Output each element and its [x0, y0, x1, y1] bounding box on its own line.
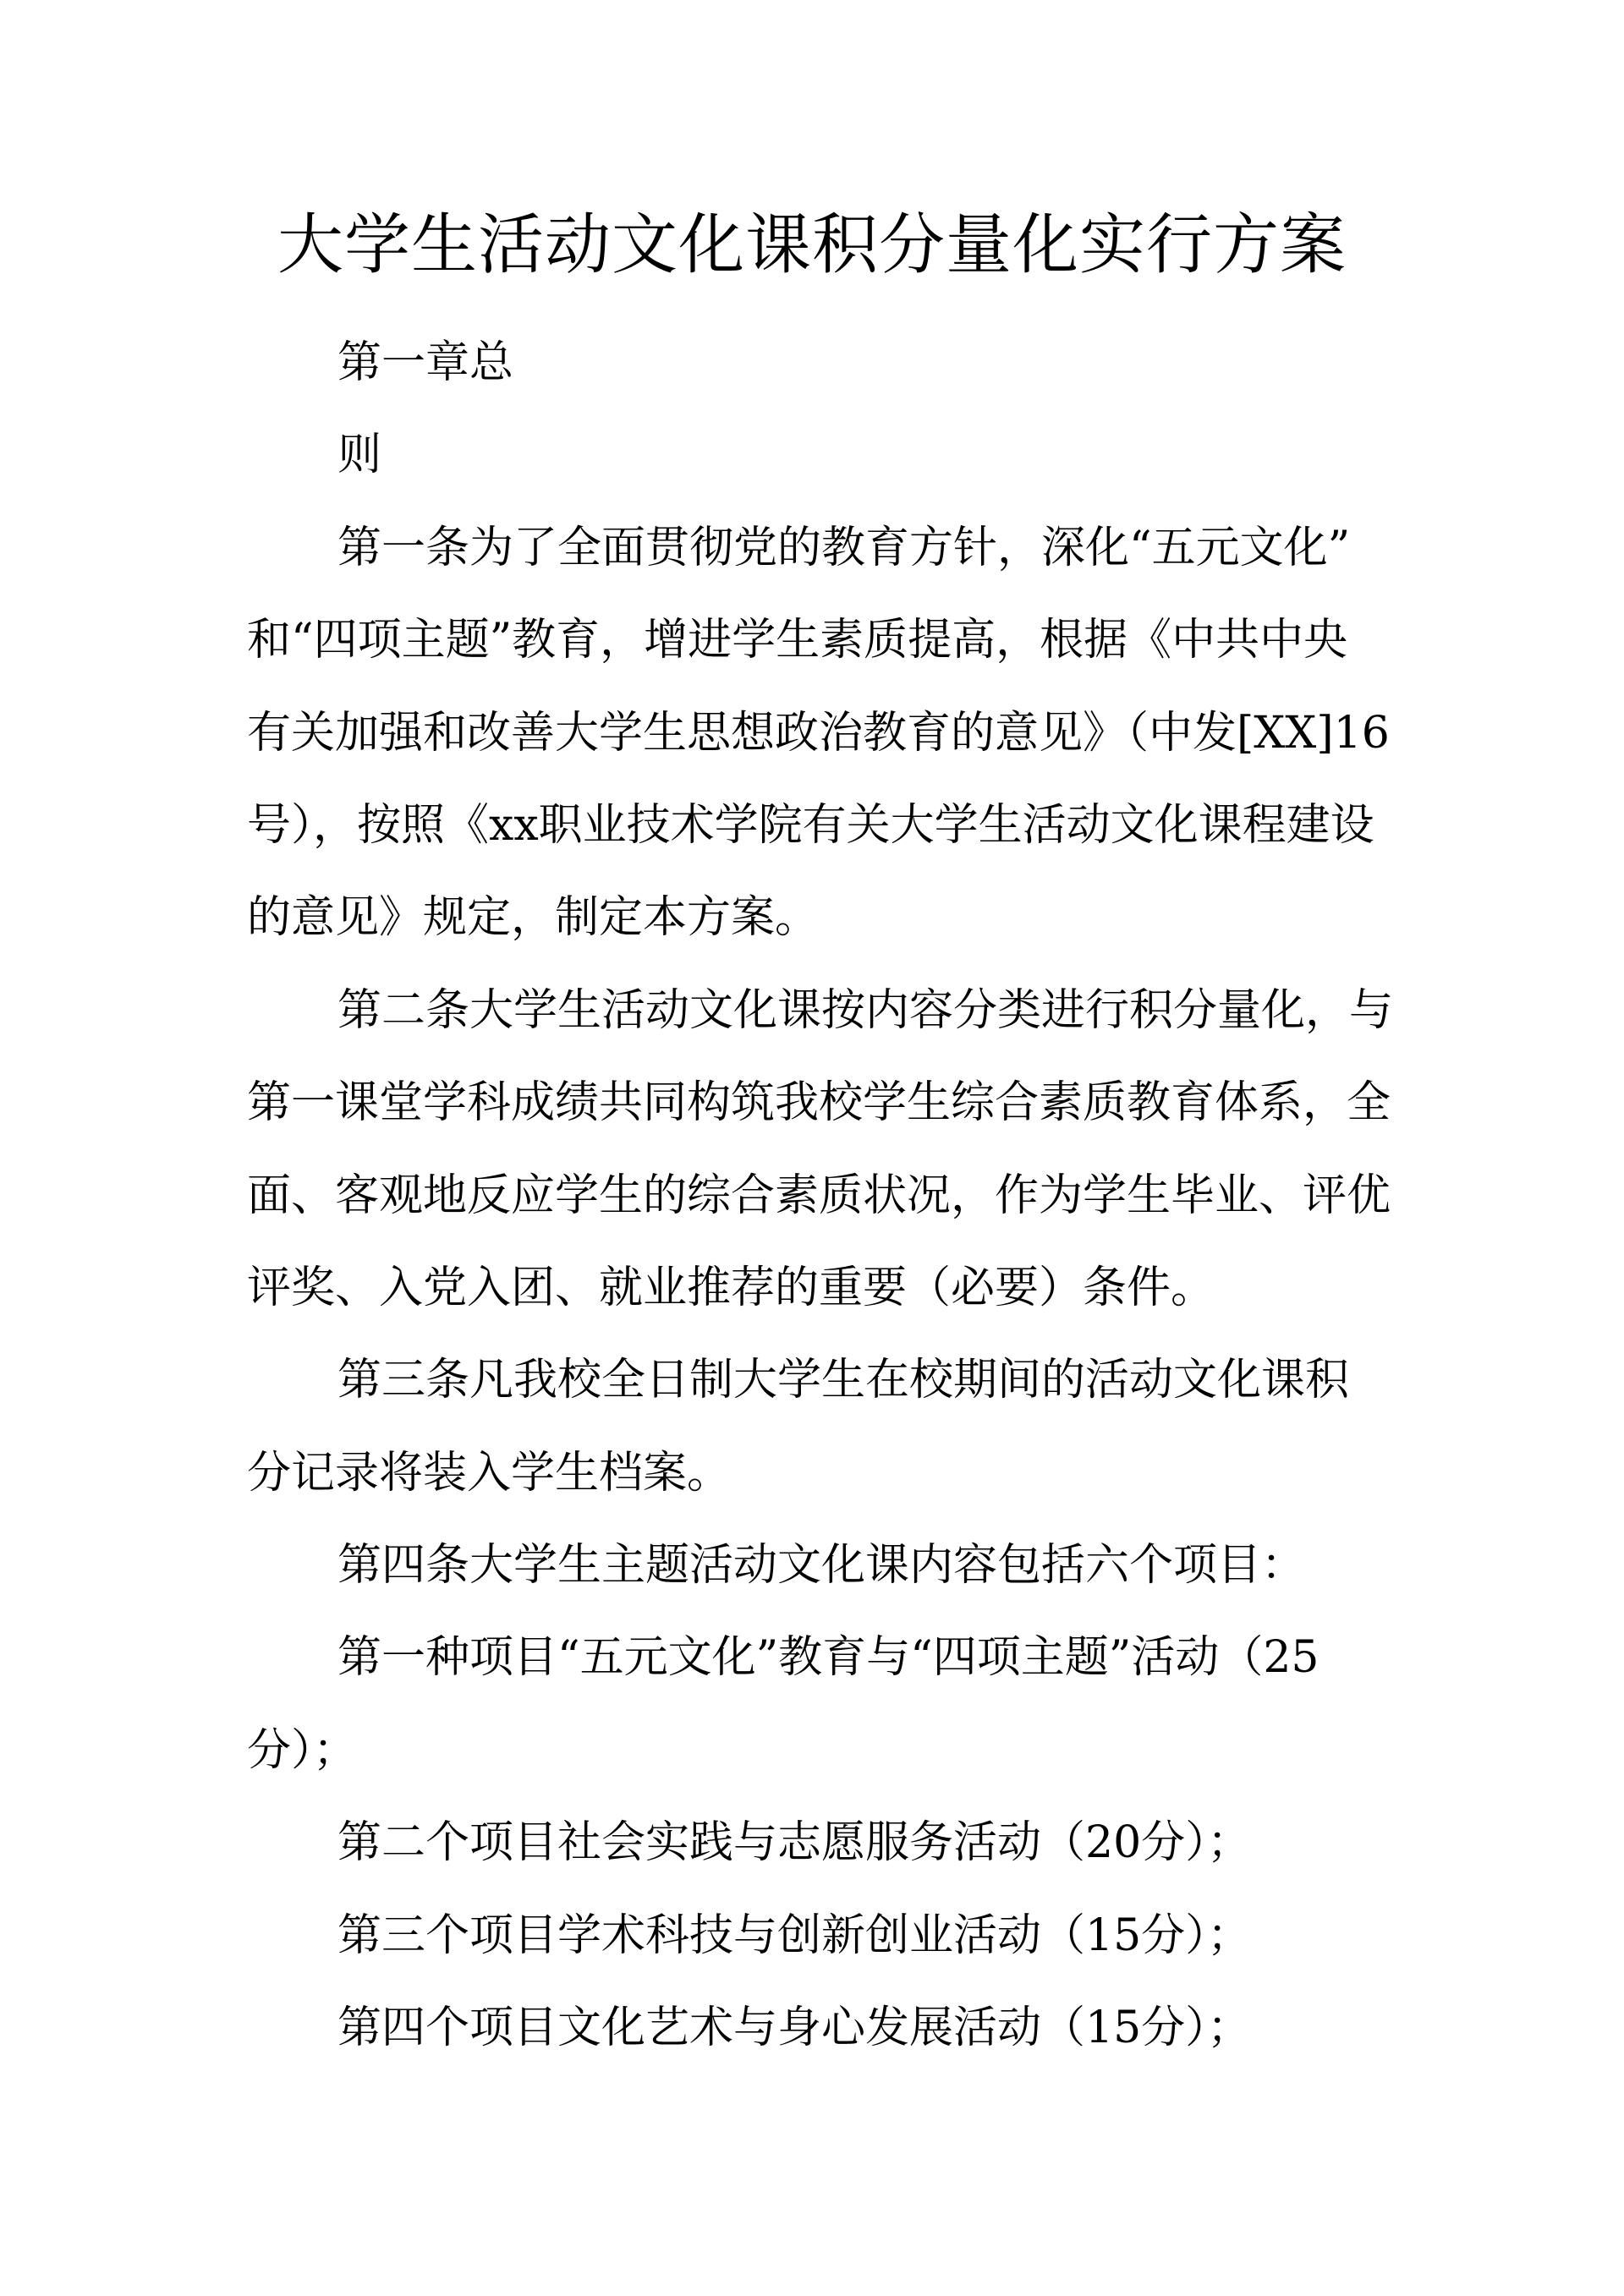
text-line: 第一课堂学科成绩共同构筑我校学生综合素质教育体系，全 — [247, 1077, 1391, 1129]
text-line: 第二条大学生活动文化课按内容分类进行积分量化，与 — [337, 984, 1394, 1036]
text-line: 第一种项目“五元文化”教育与“四项主题”活动（25 — [337, 1632, 1320, 1684]
text-line: 的意见》规定，制定本方案。 — [247, 892, 820, 944]
text-line: 和“四项主题”教育，增进学生素质提高，根据《中共中央 — [247, 615, 1348, 666]
document-title: 大学生活动文化课积分量化实行方案 — [277, 207, 1347, 283]
text-line: 则 — [337, 430, 382, 481]
text-line: 第一条为了全面贯彻党的教育方针，深化“五元文化” — [337, 522, 1351, 573]
text-line: 分记录将装入学生档案。 — [247, 1447, 732, 1499]
text-line: 第二个项目社会实践与志愿服务活动（20分）； — [337, 1817, 1252, 1869]
text-line: 号），按照《xx职业技术学院有关大学生活动文化课程建设 — [247, 799, 1374, 851]
text-line: 第四个项目文化艺术与身心发展活动（15分）； — [337, 2003, 1252, 2054]
text-line: 第三条凡我校全日制大学生在校期间的活动文化课积 — [337, 1355, 1350, 1406]
text-line: 第一章总 — [337, 337, 514, 388]
text-line: 评奖、入党入团、就业推荐的重要（必要）条件。 — [247, 1262, 1215, 1313]
text-line: 分）； — [247, 1724, 358, 1776]
text-line: 第三个项目学术科技与创新创业活动（15分）； — [337, 1910, 1252, 1961]
text-line: 第四条大学生主题活动文化课内容包括六个项目： — [337, 1540, 1306, 1592]
document-body — [247, 317, 1397, 2074]
text-line: 有关加强和改善大学生思想政治教育的意见》（中发[XX]16 — [247, 707, 1390, 759]
text-line: 面、客观地反应学生的综合素质状况，作为学生毕业、评优 — [247, 1170, 1391, 1221]
